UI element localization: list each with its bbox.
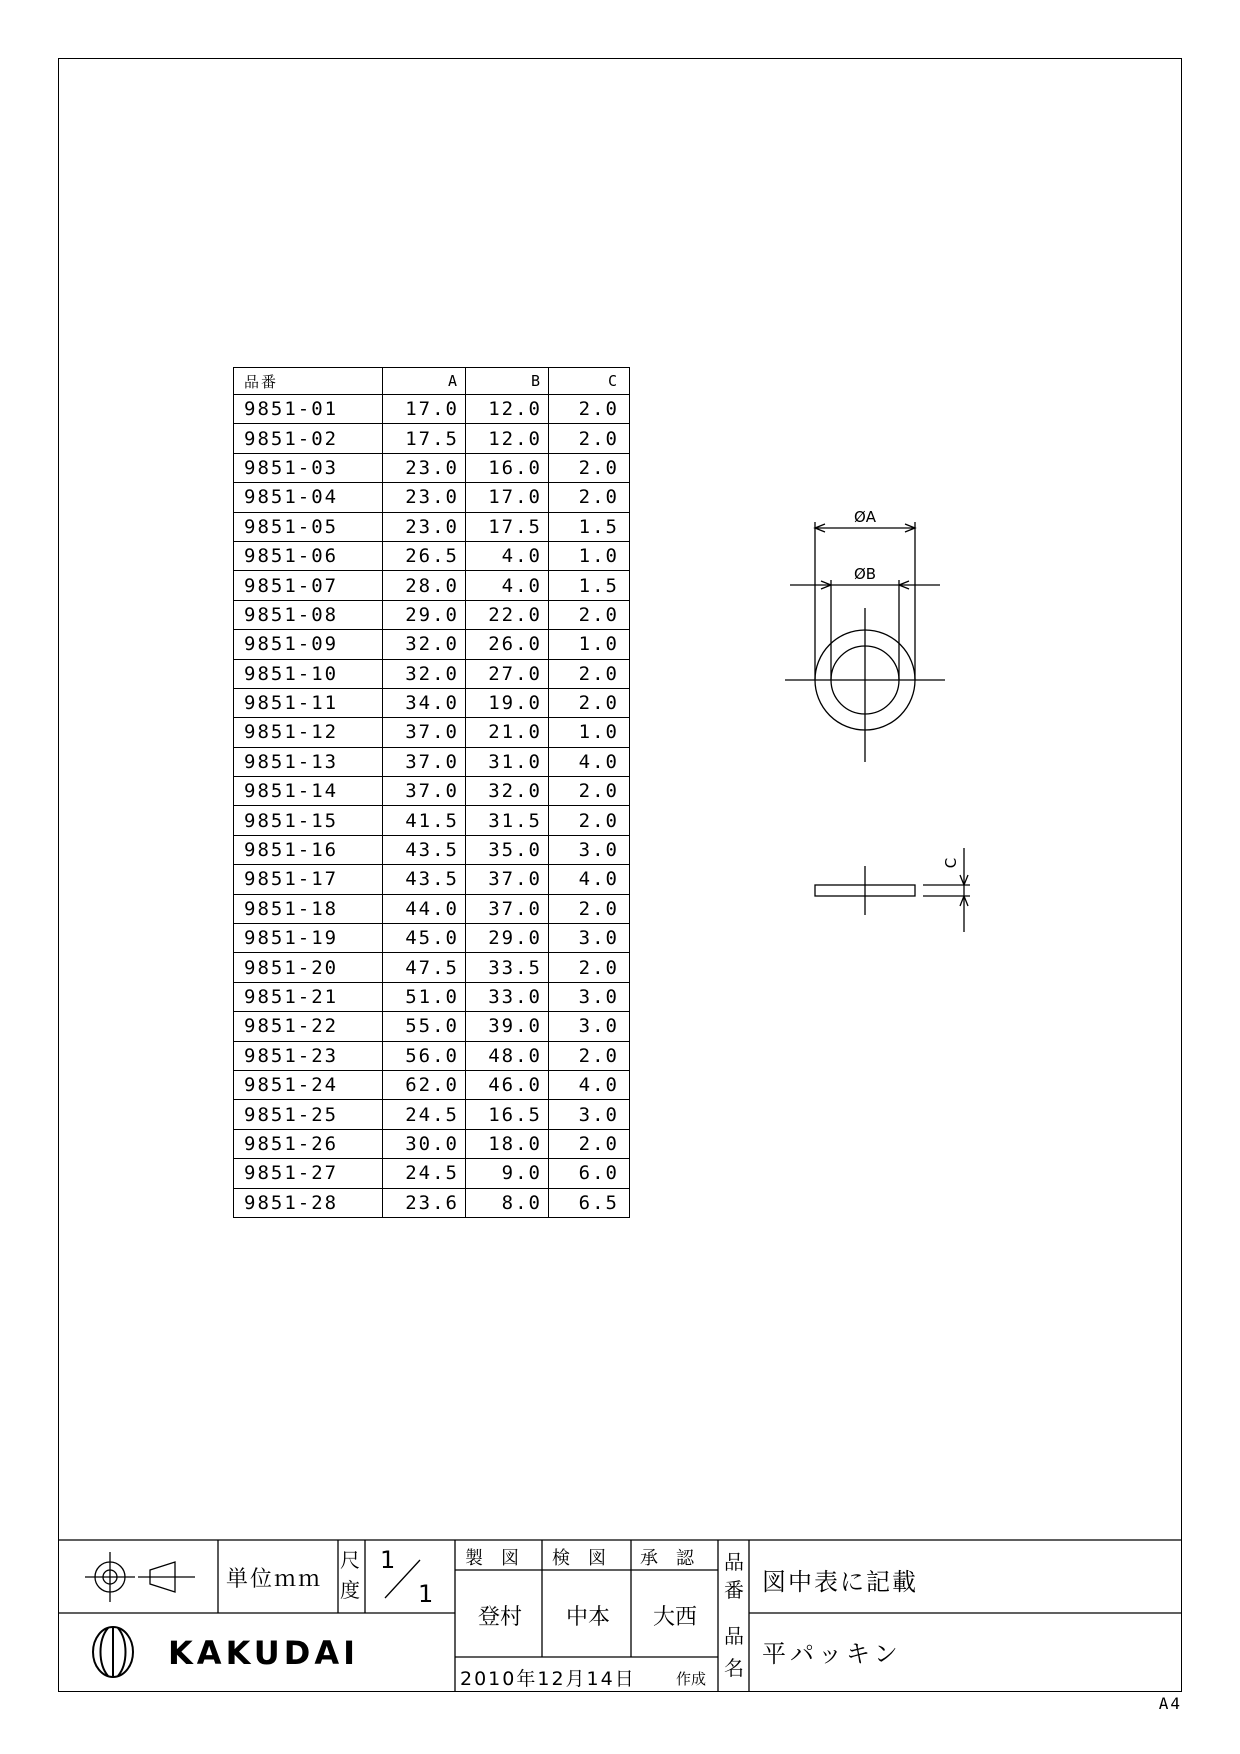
cell-c: 1.5	[549, 571, 630, 600]
cell-b: 17.5	[466, 512, 549, 541]
cell-b: 12.0	[466, 424, 549, 453]
cell-b: 32.0	[466, 777, 549, 806]
cell-part-no: 9851-03	[234, 453, 383, 482]
cell-part-no: 9851-28	[234, 1188, 383, 1217]
cell-c: 2.0	[549, 777, 630, 806]
cell-b: 4.0	[466, 571, 549, 600]
cell-a: 37.0	[383, 747, 466, 776]
cell-b: 39.0	[466, 1012, 549, 1041]
cell-b: 29.0	[466, 924, 549, 953]
cell-b: 16.5	[466, 1100, 549, 1129]
cell-a: 29.0	[383, 600, 466, 629]
cell-b: 27.0	[466, 659, 549, 688]
drawn-label: 製 図	[465, 1548, 519, 1569]
cell-part-no: 9851-13	[234, 747, 383, 776]
cell-a: 43.5	[383, 865, 466, 894]
cell-part-no: 9851-16	[234, 835, 383, 864]
cell-c: 1.0	[549, 541, 630, 570]
cell-b: 31.5	[466, 806, 549, 835]
part-name-label-1: 品	[724, 1624, 744, 1648]
cell-c: 2.0	[549, 688, 630, 717]
cell-part-no: 9851-08	[234, 600, 383, 629]
cell-c: 2.0	[549, 659, 630, 688]
cell-a: 28.0	[383, 571, 466, 600]
scale-numerator: 1	[380, 1546, 396, 1574]
cell-c: 1.5	[549, 512, 630, 541]
cell-b: 48.0	[466, 1041, 549, 1070]
cell-b: 31.0	[466, 747, 549, 776]
cell-b: 9.0	[466, 1159, 549, 1188]
cell-part-no: 9851-17	[234, 865, 383, 894]
part-no-label-1: 品	[724, 1550, 744, 1574]
cell-c: 2.0	[549, 424, 630, 453]
drawn-by: 登村	[478, 1605, 523, 1630]
date: 2010年12月14日	[460, 1668, 636, 1690]
cell-c: 6.5	[549, 1188, 630, 1217]
cell-part-no: 9851-09	[234, 630, 383, 659]
cell-a: 47.5	[383, 953, 466, 982]
cell-a: 30.0	[383, 1129, 466, 1158]
label-dim-b: ØB	[853, 565, 877, 583]
cell-b: 21.0	[466, 718, 549, 747]
cell-part-no: 9851-23	[234, 1041, 383, 1070]
cell-a: 37.0	[383, 718, 466, 747]
label-dim-a: ØA	[853, 508, 877, 526]
cell-part-no: 9851-21	[234, 982, 383, 1011]
cell-c: 6.0	[549, 1159, 630, 1188]
cell-part-no: 9851-05	[234, 512, 383, 541]
part-name-label-2: 名	[724, 1656, 744, 1680]
third-angle-projection-icon	[85, 1552, 195, 1602]
cell-a: 32.0	[383, 630, 466, 659]
header-a: A	[383, 368, 466, 395]
checked-label: 検 図	[552, 1548, 606, 1569]
cell-c: 1.0	[549, 630, 630, 659]
date-suffix: 作成	[676, 1670, 707, 1688]
sheet-size-label: A4	[1158, 1694, 1182, 1713]
cell-a: 44.0	[383, 894, 466, 923]
brand-name: KAKUDAI	[168, 1634, 360, 1672]
cell-part-no: 9851-27	[234, 1159, 383, 1188]
cell-c: 2.0	[549, 1041, 630, 1070]
cell-c: 2.0	[549, 600, 630, 629]
cell-part-no: 9851-19	[234, 924, 383, 953]
cell-b: 12.0	[466, 395, 549, 424]
header-c: C	[549, 368, 630, 395]
cell-part-no: 9851-11	[234, 688, 383, 717]
cell-c: 4.0	[549, 747, 630, 776]
cell-part-no: 9851-14	[234, 777, 383, 806]
cell-c: 1.0	[549, 718, 630, 747]
cell-b: 33.0	[466, 982, 549, 1011]
cell-b: 19.0	[466, 688, 549, 717]
cell-c: 2.0	[549, 806, 630, 835]
cell-b: 22.0	[466, 600, 549, 629]
cell-c: 4.0	[549, 865, 630, 894]
cell-a: 56.0	[383, 1041, 466, 1070]
cell-c: 2.0	[549, 483, 630, 512]
cell-b: 17.0	[466, 483, 549, 512]
cell-a: 41.5	[383, 806, 466, 835]
cell-part-no: 9851-20	[234, 953, 383, 982]
cell-a: 32.0	[383, 659, 466, 688]
cell-c: 2.0	[549, 894, 630, 923]
scale-label-2: 度	[340, 1578, 360, 1602]
cell-a: 26.5	[383, 541, 466, 570]
cell-a: 43.5	[383, 835, 466, 864]
checked-by: 中本	[566, 1605, 611, 1630]
cell-c: 3.0	[549, 1100, 630, 1129]
label-dim-c: C	[942, 857, 960, 869]
scale-denominator: 1	[418, 1580, 434, 1608]
cell-part-no: 9851-12	[234, 718, 383, 747]
cell-c: 3.0	[549, 835, 630, 864]
cell-part-no: 9851-25	[234, 1100, 383, 1129]
cell-part-no: 9851-06	[234, 541, 383, 570]
cell-c: 2.0	[549, 1129, 630, 1158]
cell-a: 23.6	[383, 1188, 466, 1217]
cell-c: 4.0	[549, 1070, 630, 1099]
cell-b: 46.0	[466, 1070, 549, 1099]
cell-b: 26.0	[466, 630, 549, 659]
cell-a: 51.0	[383, 982, 466, 1011]
cell-a: 23.0	[383, 453, 466, 482]
cell-c: 3.0	[549, 1012, 630, 1041]
cell-a: 34.0	[383, 688, 466, 717]
approved-label: 承 認	[640, 1548, 694, 1569]
cell-a: 17.0	[383, 395, 466, 424]
header-b: B	[466, 368, 549, 395]
cell-a: 62.0	[383, 1070, 466, 1099]
cell-b: 18.0	[466, 1129, 549, 1158]
kakudai-logo-icon	[93, 1627, 133, 1677]
cell-a: 24.5	[383, 1159, 466, 1188]
cell-part-no: 9851-22	[234, 1012, 383, 1041]
cell-a: 55.0	[383, 1012, 466, 1041]
cell-c: 2.0	[549, 395, 630, 424]
cell-a: 24.5	[383, 1100, 466, 1129]
cell-part-no: 9851-10	[234, 659, 383, 688]
scale-label-1: 尺	[340, 1548, 360, 1572]
cell-part-no: 9851-01	[234, 395, 383, 424]
cell-a: 23.0	[383, 483, 466, 512]
cell-a: 37.0	[383, 777, 466, 806]
cell-b: 37.0	[466, 894, 549, 923]
cell-b: 33.5	[466, 953, 549, 982]
header-part-no: 品番	[234, 368, 383, 395]
cell-part-no: 9851-02	[234, 424, 383, 453]
cell-b: 8.0	[466, 1188, 549, 1217]
cell-b: 4.0	[466, 541, 549, 570]
cell-part-no: 9851-15	[234, 806, 383, 835]
part-name-value: 平パッキン	[762, 1640, 902, 1668]
cell-part-no: 9851-07	[234, 571, 383, 600]
approved-by: 大西	[653, 1605, 698, 1630]
cell-c: 3.0	[549, 924, 630, 953]
unit-label: 単位ｍｍ	[226, 1567, 323, 1592]
cell-part-no: 9851-24	[234, 1070, 383, 1099]
cell-part-no: 9851-04	[234, 483, 383, 512]
part-no-value: 図中表に記載	[762, 1568, 918, 1596]
cell-a: 23.0	[383, 512, 466, 541]
cell-part-no: 9851-26	[234, 1129, 383, 1158]
cell-b: 16.0	[466, 453, 549, 482]
cell-b: 37.0	[466, 865, 549, 894]
cell-c: 3.0	[549, 982, 630, 1011]
cell-b: 35.0	[466, 835, 549, 864]
cell-c: 2.0	[549, 953, 630, 982]
cell-c: 2.0	[549, 453, 630, 482]
cell-a: 17.5	[383, 424, 466, 453]
cell-part-no: 9851-18	[234, 894, 383, 923]
cell-a: 45.0	[383, 924, 466, 953]
part-no-label-2: 番	[724, 1578, 744, 1602]
